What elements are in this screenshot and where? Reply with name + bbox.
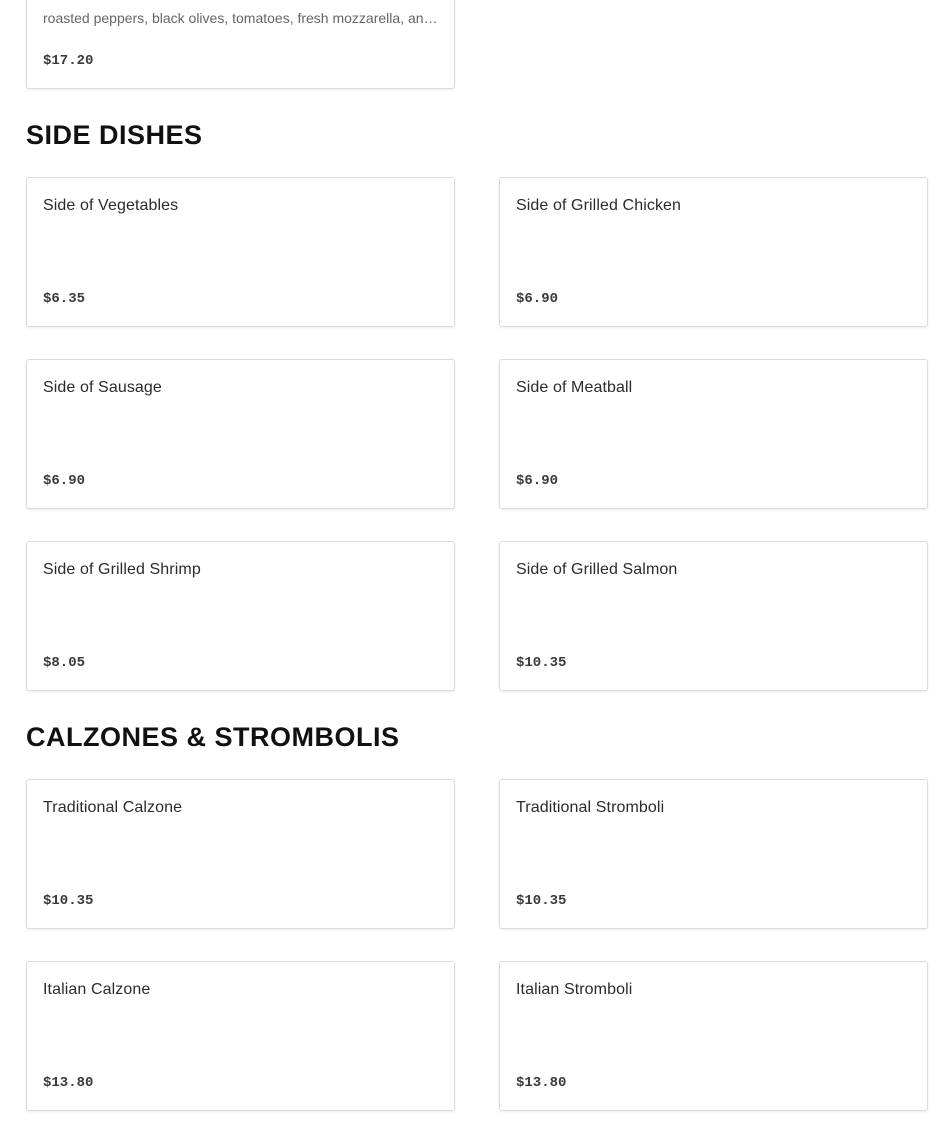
- menu-item-price: $13.80: [516, 1075, 567, 1091]
- menu-item-price: $13.80: [43, 1075, 94, 1091]
- menu-item-card[interactable]: [26, 779, 455, 929]
- menu-item-price: $6.90: [516, 473, 559, 489]
- menu-item-price: $6.35: [43, 291, 86, 307]
- menu-item-card[interactable]: [26, 0, 455, 89]
- menu-item-price: $6.90: [43, 473, 86, 489]
- menu-item-price: $10.35: [516, 893, 567, 909]
- menu-item-name: Italian Stromboli: [516, 981, 633, 998]
- menu-item-name: Traditional Stromboli: [516, 799, 665, 816]
- menu-item-card[interactable]: [499, 779, 928, 929]
- menu-item-card[interactable]: [26, 961, 455, 1111]
- menu-item-price: $17.20: [43, 53, 94, 69]
- menu-item-card[interactable]: [499, 961, 928, 1111]
- menu-item-card[interactable]: [26, 359, 455, 509]
- menu-item-price: $10.35: [516, 655, 567, 671]
- menu-item-card[interactable]: [499, 541, 928, 691]
- section-heading-side-dishes: SIDE DISHES: [26, 120, 203, 150]
- menu-item-price: $6.90: [516, 291, 559, 307]
- menu-item-name: Side of Grilled Chicken: [516, 197, 682, 214]
- menu-item-card[interactable]: [26, 177, 455, 327]
- menu-item-name: Side of Sausage: [43, 379, 162, 396]
- menu-item-name: Side of Grilled Shrimp: [43, 561, 201, 578]
- menu-item-name: Side of Grilled Salmon: [516, 561, 678, 578]
- menu-item-card[interactable]: [26, 541, 455, 691]
- menu-item-card[interactable]: [499, 359, 928, 509]
- menu-item-description: roasted peppers, black olives, tomatoes, fresh mozzarella, an…: [43, 10, 438, 26]
- menu-item-price: $10.35: [43, 893, 94, 909]
- menu-item-card[interactable]: [499, 177, 928, 327]
- menu-item-name: Traditional Calzone: [43, 799, 183, 816]
- menu-item-name: Italian Calzone: [43, 981, 151, 998]
- menu-item-name: Side of Meatball: [516, 379, 633, 396]
- section-heading-calzones-strombolis: CALZONES & STROMBOLIS: [26, 722, 400, 752]
- menu-item-name: Side of Vegetables: [43, 197, 179, 214]
- menu-item-price: $8.05: [43, 655, 86, 671]
